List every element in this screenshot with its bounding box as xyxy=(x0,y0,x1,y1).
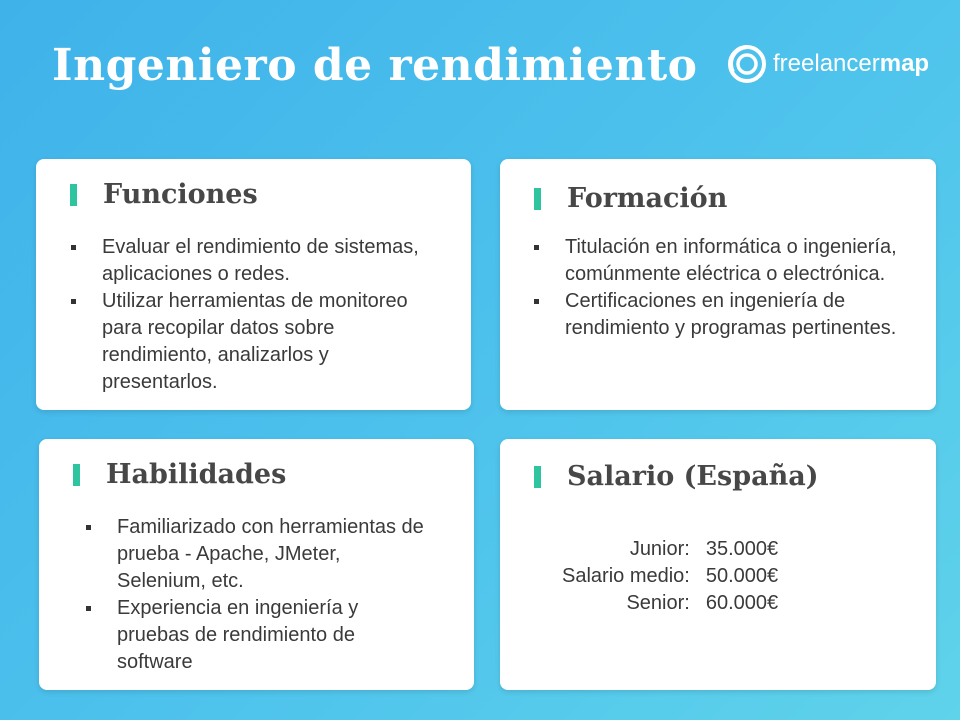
card-header xyxy=(534,183,727,214)
card-salario xyxy=(500,439,936,690)
salary-table xyxy=(562,536,778,617)
salary-row xyxy=(562,590,778,617)
salary-value: 50.000€ xyxy=(705,565,779,587)
bullet-list xyxy=(84,514,434,676)
salary-value: 35.000€ xyxy=(705,538,779,560)
section-marker xyxy=(534,188,541,210)
list-item: Familiarizado con herramientas de prueba - Apache, JMeter, Selenium, etc. xyxy=(84,514,434,595)
section-marker xyxy=(70,184,77,206)
card-header xyxy=(73,459,286,490)
list-item: Certificaciones en ingeniería de rendimiento y programas pertinentes. xyxy=(532,288,922,342)
bullet-list xyxy=(532,234,922,342)
card-title: Funciones xyxy=(103,179,258,210)
card-title: Salario (España) xyxy=(567,461,819,492)
list-item: Experiencia en ingeniería y pruebas de rendimiento de software xyxy=(84,595,434,676)
salary-label: Junior: xyxy=(629,538,690,560)
salary-value: 60.000€ xyxy=(705,592,779,614)
card-header xyxy=(70,179,258,210)
card-title: Formación xyxy=(567,183,728,214)
card-funciones xyxy=(36,159,471,410)
list-item: Titulación en informática o ingeniería, comúnmente eléctrica o electrónica. xyxy=(532,234,922,288)
logo-wordmark: freelancermap xyxy=(773,50,930,77)
freelancermap-logo xyxy=(727,44,929,84)
list-item: Utilizar herramientas de monitoreo para recopilar datos sobre rendimiento, analizarlos y presentarlos. xyxy=(69,288,449,396)
card-header xyxy=(534,461,818,492)
salary-row xyxy=(562,536,778,563)
salary-row xyxy=(562,563,778,590)
section-marker xyxy=(73,464,80,486)
section-marker xyxy=(534,466,541,488)
page-title: Ingeniero de rendimiento xyxy=(52,40,698,91)
bullet-list xyxy=(69,234,449,396)
card-habilidades xyxy=(39,439,474,690)
card-formacion xyxy=(500,159,936,410)
list-item: Evaluar el rendimiento de sistemas, aplicaciones o redes. xyxy=(69,234,449,288)
card-title: Habilidades xyxy=(106,459,287,490)
freelancermap-logo-icon xyxy=(727,44,767,84)
salary-label: Senior: xyxy=(626,592,690,614)
salary-label: Salario medio: xyxy=(562,565,690,587)
